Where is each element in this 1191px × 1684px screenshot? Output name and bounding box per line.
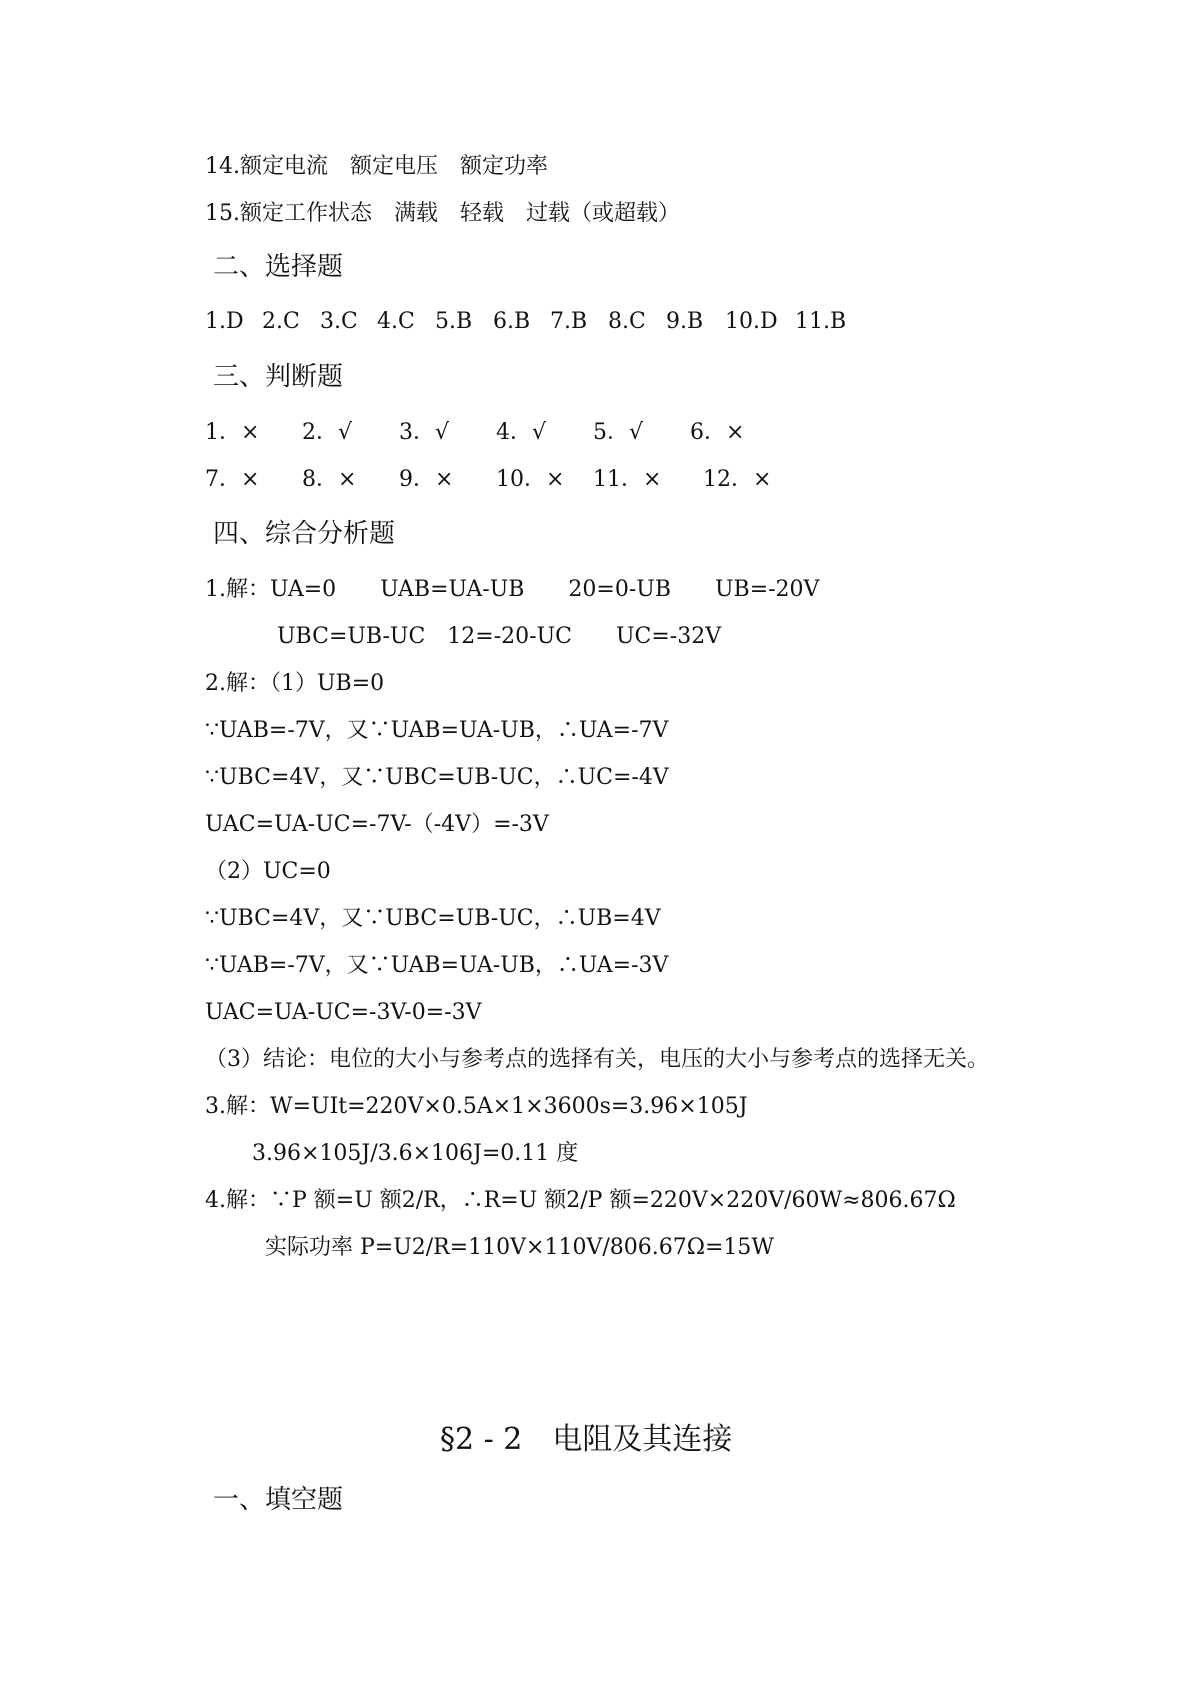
choice-answer: 9.B <box>666 309 704 334</box>
section-heading-judge: 三、判断题 <box>213 362 344 392</box>
judge-answer: 9．× <box>399 467 454 492</box>
choice-answer: 5.B <box>435 309 473 334</box>
choice-answer: 6.B <box>493 309 531 334</box>
fill-answer-14: 14.额定电流 额定电压 额定功率 <box>205 154 548 179</box>
analysis-line: ∵UAB=-7V，又∵UAB=UA-UB，∴UA=-7V <box>205 718 669 743</box>
analysis-line: UAC=UA-UC=-7V-（-4V）=-3V <box>205 812 549 837</box>
judge-answer: 11．× <box>593 467 662 492</box>
section-heading-choice: 二、选择题 <box>213 252 344 282</box>
choice-answer: 3.C <box>320 309 358 334</box>
analysis-line: （3）结论：电位的大小与参考点的选择有关，电压的大小与参考点的选择无关。 <box>205 1047 989 1072</box>
analysis-line: ∵UAB=-7V，又∵UAB=UA-UB，∴UA=-3V <box>205 953 669 978</box>
analysis-line: 实际功率 P=U2/R=110V×110V/806.67Ω=15W <box>265 1235 775 1260</box>
choice-answer: 11.B <box>795 309 847 334</box>
judge-answer: 7．× <box>205 467 260 492</box>
choice-answer: 7.B <box>550 309 588 334</box>
judge-answer: 1．× <box>205 420 260 445</box>
analysis-line: 3.96×105J/3.6×106J=0.11 度 <box>252 1141 579 1166</box>
analysis-line: ∵UBC=4V，又∵UBC=UB-UC，∴UC=-4V <box>205 765 669 790</box>
judge-answer: 2．√ <box>302 420 353 445</box>
section-heading-fill: 一、填空题 <box>213 1485 344 1515</box>
analysis-line: UBC=UB-UC 12=-20-UC UC=-32V <box>277 624 722 649</box>
judge-answer: 4．√ <box>496 420 547 445</box>
analysis-line: 2.解：（1）UB=0 <box>205 671 385 696</box>
analysis-line: 3.解：W=UIt=220V×0.5A×1×3600s=3.96×105J <box>205 1094 748 1119</box>
judge-answer: 12．× <box>703 467 772 492</box>
fill-answer-15: 15.额定工作状态 满载 轻载 过载（或超载） <box>205 201 680 226</box>
choice-answer: 10.D <box>725 309 778 334</box>
judge-answer: 3．√ <box>399 420 450 445</box>
choice-answer: 1.D <box>205 309 244 334</box>
choice-answer: 8.C <box>608 309 646 334</box>
judge-answer: 6．× <box>690 420 745 445</box>
judge-answer: 10．× <box>496 467 565 492</box>
analysis-line: 1.解：UA=0 UAB=UA-UB 20=0-UB UB=-20V <box>205 577 820 602</box>
analysis-line: 4.解：∵P 额=U 额2/R，∴R=U 额2/P 额=220V×220V/60W≈806.67Ω <box>205 1188 956 1213</box>
judge-answer: 5．√ <box>593 420 644 445</box>
choice-answer: 4.C <box>377 309 415 334</box>
section-title: §2 - 2 电阻及其连接 <box>440 1422 733 1457</box>
analysis-line: （2）UC=0 <box>205 859 331 884</box>
judge-answer: 8．× <box>302 467 357 492</box>
analysis-line: ∵UBC=4V，又∵UBC=UB-UC，∴UB=4V <box>205 906 661 931</box>
section-heading-analysis: 四、综合分析题 <box>213 519 396 549</box>
analysis-line: UAC=UA-UC=-3V-0=-3V <box>205 1000 482 1025</box>
choice-answer: 2.C <box>262 309 300 334</box>
